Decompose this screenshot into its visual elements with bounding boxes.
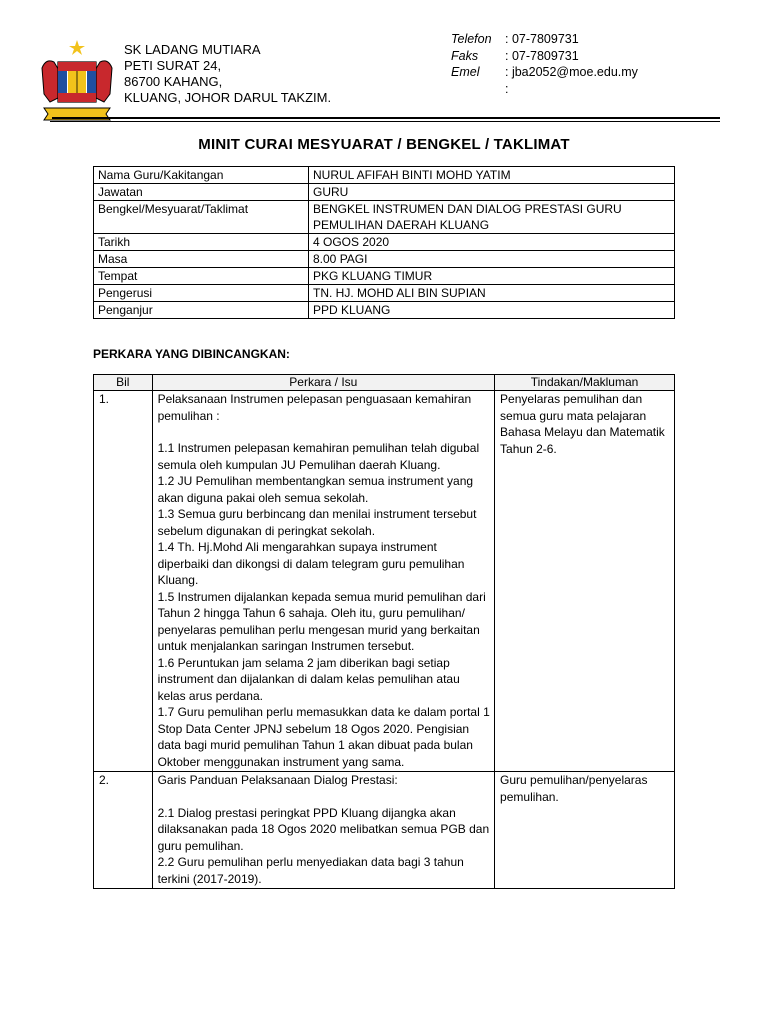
info-row xyxy=(94,251,675,268)
info-value: PKG KLUANG TIMUR xyxy=(309,268,675,285)
fax-label: Faks xyxy=(451,48,479,63)
column-header-tindakan: Tindakan/Makluman xyxy=(495,375,675,391)
issue-point: 1.1 Instrumen pelepasan kemahiran pemulihan telah digubal semula oleh kumpulan JU Pemulihan daerah Kluang. xyxy=(157,441,480,472)
table-header-row xyxy=(94,375,675,391)
school-name: SK LADANG MUTIARA xyxy=(124,42,261,57)
fax-value: : 07-7809731 xyxy=(505,48,579,63)
phone-value: : 07-7809731 xyxy=(505,32,579,46)
info-value: GURU xyxy=(309,184,675,201)
contact-phone xyxy=(451,31,638,48)
address-line: 86700 KAHANG, xyxy=(124,74,223,89)
info-row xyxy=(94,268,675,285)
document-title: MINIT CURAI MESYUARAT / BENGKEL / TAKLIMAT xyxy=(198,136,570,153)
info-row xyxy=(94,302,675,319)
header-divider-thin xyxy=(50,121,720,122)
row-number: 1. xyxy=(94,391,153,772)
issue-point: 2.1 Dialog prestasi peringkat PPD Kluang dijangka akan dilaksanakan pada 18 Ogos 2020 melibatkan semua PGB dan guru pemulihan. xyxy=(157,805,490,853)
discussion-table xyxy=(93,374,675,889)
info-row xyxy=(94,234,675,251)
info-label: Nama Guru/Kakitangan xyxy=(94,167,309,184)
issue-heading: Pelaksanaan Instrumen pelepasan penguasaan kemahiran pemulihan : xyxy=(157,392,472,423)
info-table xyxy=(93,166,675,319)
row-number: 2. xyxy=(94,772,153,889)
contact-block xyxy=(451,31,638,97)
issue-heading: Garis Panduan Pelaksanaan Dialog Prestasi: xyxy=(157,773,398,787)
row-issue xyxy=(152,772,494,889)
extra-value: : xyxy=(505,81,509,96)
malaysia-crest-logo xyxy=(38,38,116,124)
table-row xyxy=(94,391,675,772)
phone-label: Telefon xyxy=(451,32,492,46)
address-line: PETI SURAT 24, xyxy=(124,58,222,73)
issue-point: 2.2 Guru pemulihan perlu menyediakan data bagi 3 tahun terkini (2017-2019). xyxy=(157,855,464,886)
email-value: : jba2052@moe.edu.my xyxy=(505,65,638,79)
contact-fax xyxy=(451,48,638,65)
info-label: Masa xyxy=(94,251,309,268)
info-label: Penganjur xyxy=(94,302,309,319)
info-value: NURUL AFIFAH BINTI MOHD YATIM xyxy=(309,167,675,184)
info-row xyxy=(94,285,675,302)
issue-point: 1.2 JU Pemulihan membentangkan semua instrument yang akan diguna pakai oleh semua sekolah. xyxy=(157,474,474,505)
issue-point: 1.3 Semua guru berbincang dan menilai instrument tersebut sebelum digunakan di peringkat sekolah. xyxy=(157,507,477,538)
contact-email xyxy=(451,64,638,81)
info-label: Tempat xyxy=(94,268,309,285)
info-value: BENGKEL INSTRUMEN DAN DIALOG PRESTASI GURU PEMULIHAN DAERAH KLUANG xyxy=(309,201,675,234)
info-value: 8.00 PAGI xyxy=(309,251,675,268)
info-label: Jawatan xyxy=(94,184,309,201)
info-label: Tarikh xyxy=(94,234,309,251)
info-label: Bengkel/Mesyuarat/Taklimat xyxy=(94,201,309,234)
column-header-perkara: Perkara / Isu xyxy=(152,375,494,391)
row-issue xyxy=(152,391,494,772)
issue-point: 1.5 Instrumen dijalankan kepada semua murid pemulihan dari Tahun 2 hingga Tahun 6 sahaja. Oleh itu, guru pemulihan/ penyelaras pemulihan perlu mengesan murid yang berkaitan untuk menjalankan saringan Instrumen tersebut. xyxy=(157,589,486,653)
row-action: Guru pemulihan/penyelaras pemulihan. xyxy=(495,772,675,889)
info-label: Pengerusi xyxy=(94,285,309,302)
table-row xyxy=(94,772,675,889)
row-action: Penyelaras pemulihan dan semua guru mata pelajaran Bahasa Melayu dan Matematik Tahun 2-6. xyxy=(495,391,675,772)
info-value: 4 OGOS 2020 xyxy=(309,234,675,251)
school-address-block xyxy=(124,42,331,106)
section-heading: PERKARA YANG DIBINCANGKAN: xyxy=(93,347,290,361)
info-row xyxy=(94,167,675,184)
info-value: TN. HJ. MOHD ALI BIN SUPIAN xyxy=(309,285,675,302)
info-row xyxy=(94,184,675,201)
address-line: KLUANG, JOHOR DARUL TAKZIM. xyxy=(124,90,332,105)
header-divider xyxy=(52,117,720,119)
contact-extra xyxy=(451,81,638,98)
info-row xyxy=(94,201,675,234)
email-label: Emel xyxy=(451,65,480,79)
issue-point: 1.6 Peruntukan jam selama 2 jam diberikan bagi setiap instrument dan dijalankan di dalam kelas pemulihan atau kelas arus perdana. xyxy=(157,655,460,703)
info-value: PPD KLUANG xyxy=(309,302,675,319)
issue-point: 1.7 Guru pemulihan perlu memasukkan data ke dalam portal 1 Stop Data Center JPNJ sebelum 18 Ogos 2020. Pengisian data bagi murid pemulihan Tahun 1 akan dibuat pada bulan Oktober menggunakan instrument yang sama. xyxy=(157,705,490,769)
column-header-bil: Bil xyxy=(94,375,153,391)
issue-point: 1.4 Th. Hj.Mohd Ali mengarahkan supaya instrument diperbaiki dan dikongsi di dalam telegram guru pemulihan Kluang. xyxy=(157,540,465,587)
